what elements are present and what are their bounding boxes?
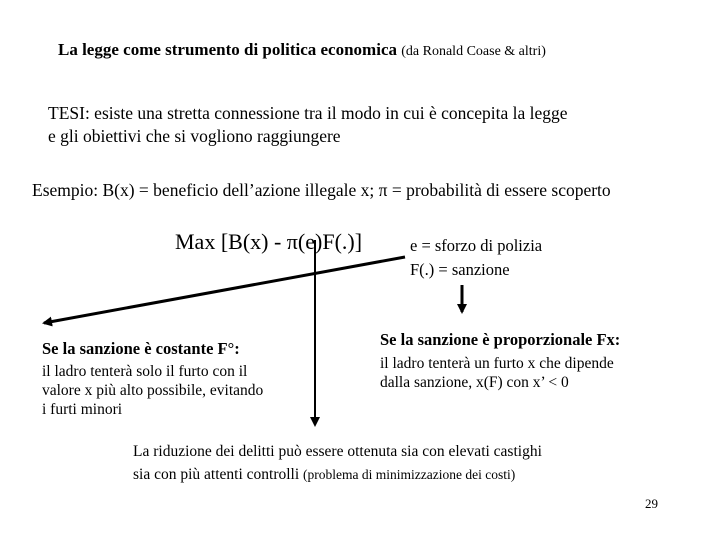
title-source: (da Ronald Coase & altri) bbox=[401, 44, 546, 59]
constant-sanction-body bbox=[42, 362, 263, 419]
example-text: Esempio: B(x) = beneficio dell’azione illegale x; π = probabilità di essere scoperto bbox=[32, 180, 611, 200]
definition-sanction: F(.) = sanzione bbox=[410, 260, 510, 279]
maximization-formula: Max [B(x) - π(e)F(.)] bbox=[175, 229, 363, 254]
constant-line-1: il ladro tenterà solo il furto con il bbox=[42, 363, 248, 380]
constant-line-3: i furti minori bbox=[42, 401, 123, 418]
diagonal-arrow-line bbox=[44, 257, 405, 323]
conclusion-line-2 bbox=[133, 463, 542, 486]
conclusion-line-2-main: sia con più attenti controlli bbox=[133, 466, 300, 483]
constant-sanction-heading: Se la sanzione è costante F°: bbox=[42, 339, 240, 358]
title-main: La legge come strumento di politica economica bbox=[58, 40, 397, 59]
conclusion-line-1: La riduzione dei delitti può essere ottenuta sia con elevati castighi bbox=[133, 443, 542, 460]
proportional-sanction-heading: Se la sanzione è proporzionale Fx: bbox=[380, 330, 621, 349]
conclusion-block bbox=[133, 440, 542, 486]
conclusion-parenthetical: (problema di minimizzazione dei costi) bbox=[303, 467, 516, 482]
proportional-line-1: il ladro tenterà un furto x che dipende bbox=[380, 355, 614, 372]
proportional-line-2: dalla sanzione, x(F) con x’ < 0 bbox=[380, 374, 569, 391]
constant-line-2: valore x più alto possibile, evitando bbox=[42, 382, 264, 399]
thesis-line-1: TESI: esiste una stretta connessione tra il modo in cui è concepita la legge bbox=[48, 103, 568, 123]
page-number: 29 bbox=[645, 496, 658, 511]
proportional-sanction-body bbox=[380, 354, 614, 392]
thesis-line-2: e gli obiettivi che si vogliono raggiungere bbox=[48, 126, 341, 146]
definition-effort: e = sforzo di polizia bbox=[410, 236, 543, 255]
